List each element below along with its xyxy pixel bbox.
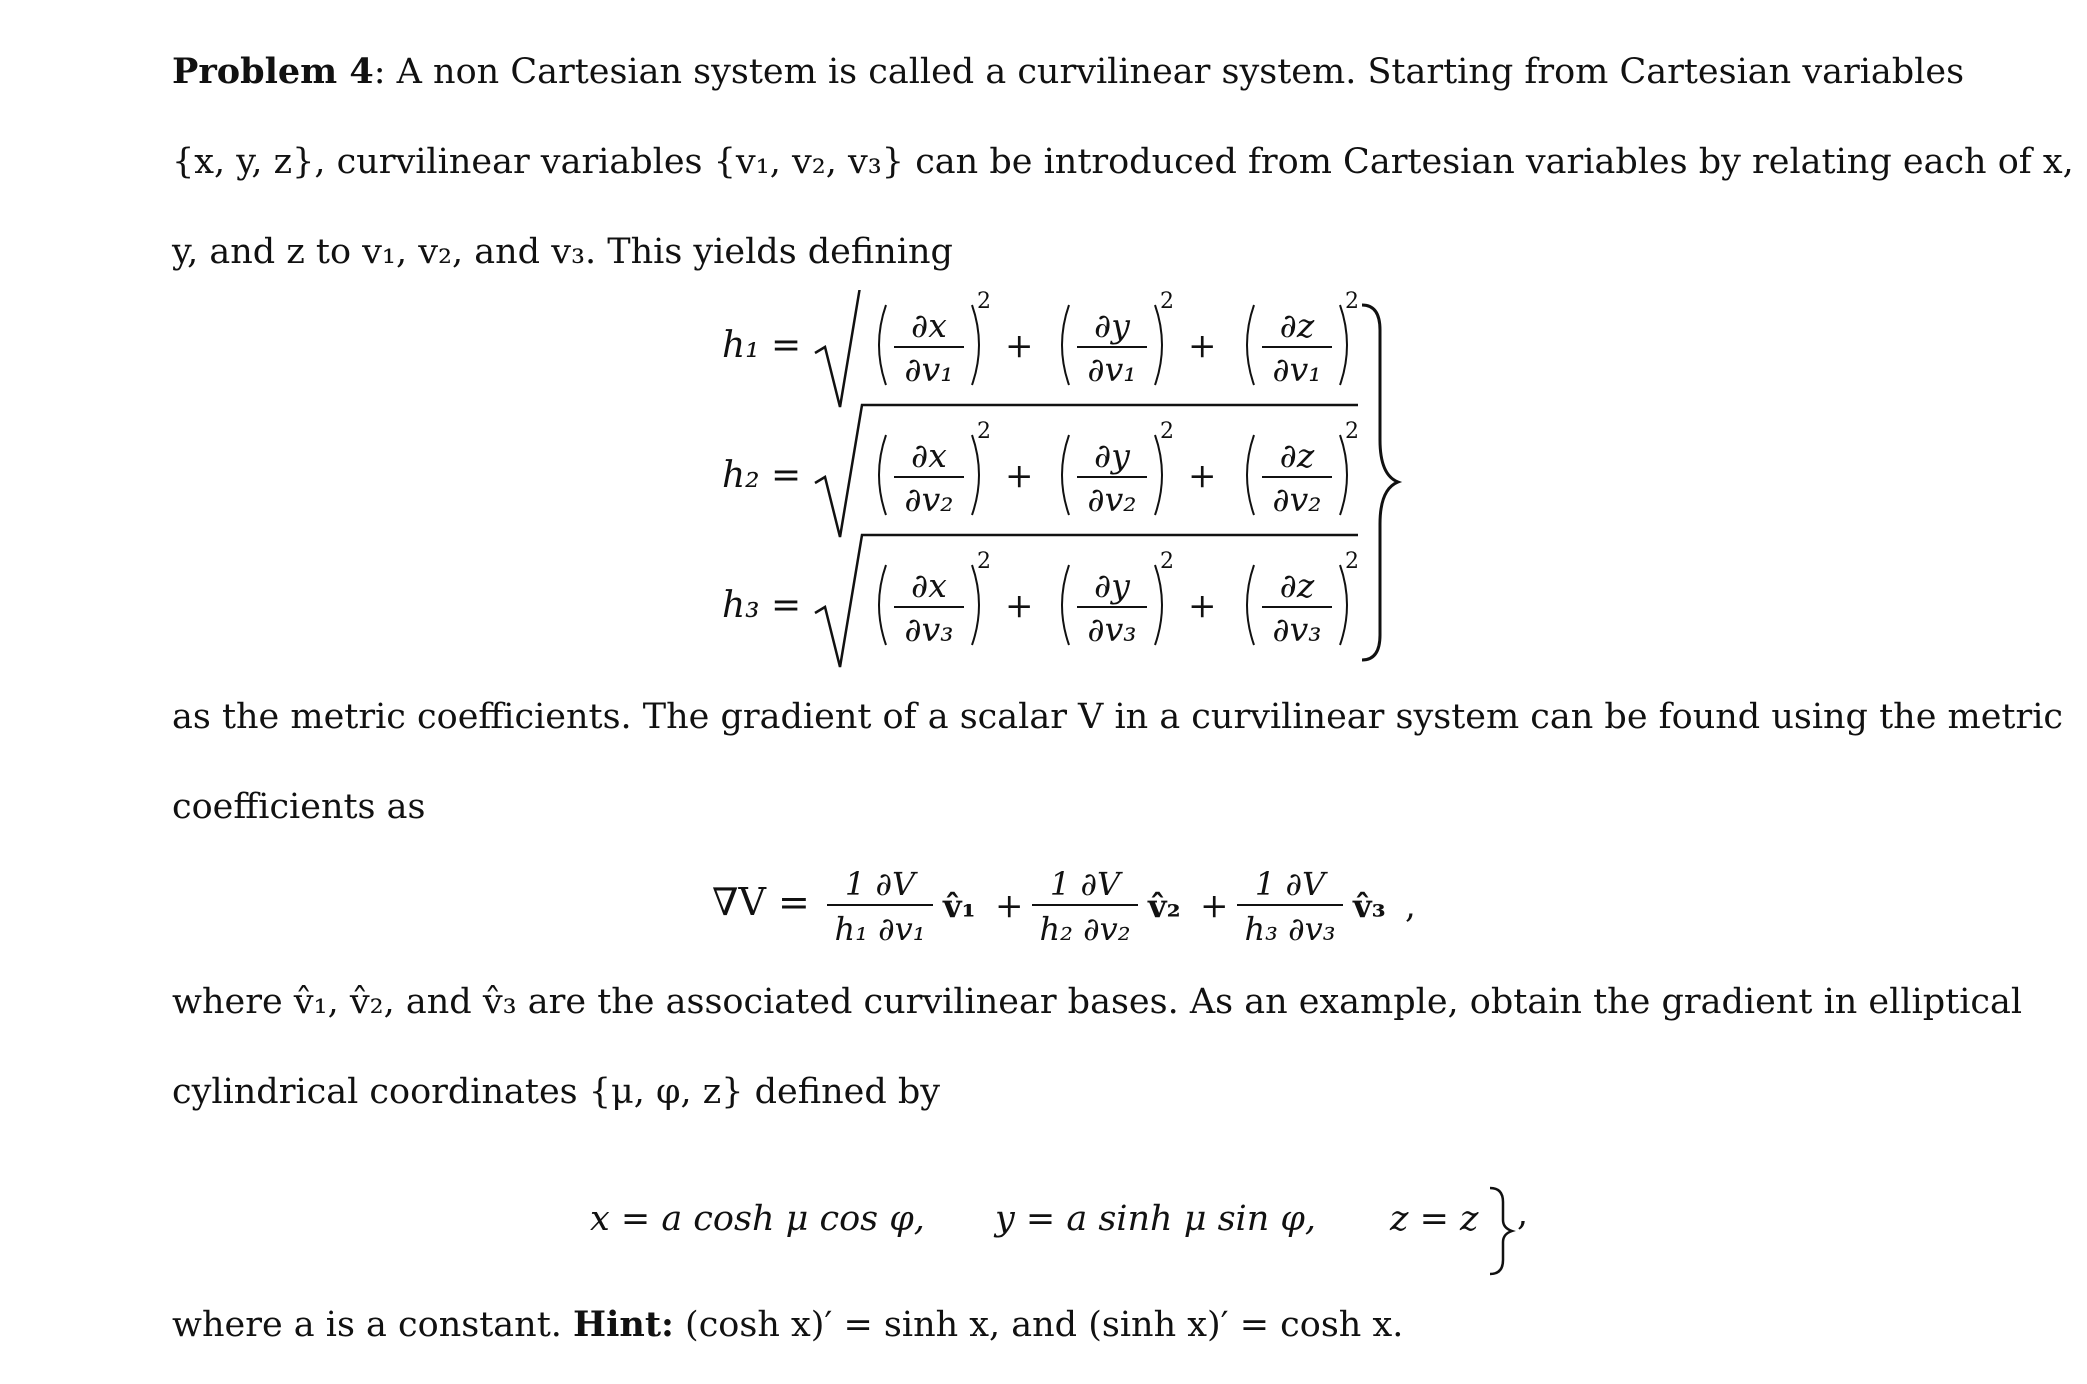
fraction-denominator-1-y: ∂v₁ [1087,350,1137,389]
plus-sign-1-1: + [1005,326,1034,366]
exponent-1-x: 2 [977,290,991,314]
gradient-denominator-1: h₁ ∂v₁ [834,910,926,948]
paragraph-line-8 [172,1303,1403,1347]
gradient-basis-3: v̂₃ [1353,887,1386,925]
paragraph-line-6: where v̂₁, v̂₂, and v̂₃ are the associated curvilinear bases. As an example, obtain the gradient in elliptical [172,982,2023,1022]
fraction-denominator-3-y: ∂v₃ [1087,610,1137,649]
plus-sign-2-1: + [1005,456,1034,496]
exponent-2-y: 2 [1160,419,1174,444]
fraction-numerator-3-y: ∂y [1094,566,1130,605]
exponent-1-z: 2 [1345,290,1359,314]
fraction-denominator-2-z: ∂v₂ [1272,480,1322,519]
fraction-denominator-1-x: ∂v₁ [904,350,954,389]
paragraph-text-8a: where a is a constant. [172,1305,574,1345]
paragraph-line-4: as the metric coefficients. The gradient of a scalar V in a curvilinear system can be found using the metric [172,697,2064,737]
paren-right-2-z [1340,435,1347,515]
paragraph-line-2: {x, y, z}, curvilinear variables {v₁, v₂, v₃} can be introduced from Cartesian variables by relating each of x, [172,142,2074,182]
exponent-3-x: 2 [977,549,991,574]
paragraph-line-3: y, and z to v₁, v₂, and v₃. This yields defining [172,232,953,272]
gradient-lhs: ∇V = [712,880,810,924]
paragraph-line-7: cylindrical coordinates {μ, φ, z} defined by [172,1072,941,1112]
fraction-denominator-3-x: ∂v₃ [904,610,954,649]
gradient-operator-1: + [995,886,1024,926]
plus-sign-2-2: + [1188,456,1217,496]
exponent-2-z: 2 [1345,419,1359,444]
fraction-numerator-2-z: ∂z [1279,436,1315,475]
gradient-denominator-2: h₂ ∂v₂ [1039,910,1131,948]
paren-left-1-z [1247,305,1254,385]
fraction-denominator-2-x: ∂v₂ [904,480,954,519]
gradient-basis-1: v̂₁ [943,887,976,925]
paren-right-3-z [1340,565,1347,645]
paren-left-1-x [879,305,886,385]
fraction-numerator-3-x: ∂x [911,566,947,605]
gradient-operator-2: + [1200,886,1229,926]
paren-right-1-z [1340,305,1347,385]
gradient-operator-3: , [1405,886,1416,926]
plus-sign-3-1: + [1005,586,1034,626]
transform-brace [1490,1188,1512,1274]
paragraph-text-1: : A non Cartesian system is called a curvilinear system. Starting from Cartesian variables [373,52,1965,92]
paragraph-line-5: coefficients as [172,787,426,827]
metric-coefficients-equation [0,290,2087,670]
transform-z: z = z [1390,1199,1479,1239]
paren-right-1-x [972,305,979,385]
gradient-numerator-3: 1 ∂V [1254,865,1326,903]
paren-left-2-z [1247,435,1254,515]
transform-x: x = a cosh μ cos φ, [590,1199,925,1239]
transform-y: y = a sinh μ sin φ, [995,1199,1317,1239]
fraction-numerator-1-x: ∂x [911,306,947,345]
metric-lhs-2: h₂ = [722,455,802,496]
gradient-denominator-3: h₃ ∂v₃ [1244,910,1336,948]
plus-sign-3-2: + [1188,586,1217,626]
fraction-denominator-3-z: ∂v₃ [1272,610,1322,649]
paren-left-2-x [879,435,886,515]
exponent-1-y: 2 [1160,290,1174,314]
fraction-numerator-2-x: ∂x [911,436,947,475]
paren-right-3-x [972,565,979,645]
transform-trailing-comma: , [1517,1194,1529,1234]
paren-left-3-z [1247,565,1254,645]
exponent-2-x: 2 [977,419,991,444]
fraction-denominator-2-y: ∂v₂ [1087,480,1137,519]
paren-left-3-x [879,565,886,645]
fraction-numerator-2-y: ∂y [1094,436,1130,475]
elliptic-transform-equation [0,1170,2087,1280]
fraction-numerator-3-z: ∂z [1279,566,1315,605]
paragraph-text-8b: (cosh x)′ = sinh x, and (sinh x)′ = cosh x. [673,1305,1404,1345]
plus-sign-1-2: + [1188,326,1217,366]
gradient-numerator-1: 1 ∂V [844,865,916,903]
gradient-equation [0,845,2087,955]
gradient-basis-2: v̂₂ [1148,887,1181,925]
paren-right-2-y [1155,435,1162,515]
exponent-3-z: 2 [1345,549,1359,574]
radical-sign-1 [815,290,1358,407]
fraction-numerator-1-z: ∂z [1279,306,1315,345]
paragraph-line-1 [172,50,1964,94]
exponent-3-y: 2 [1160,549,1174,574]
paren-right-1-y [1155,305,1162,385]
metric-lhs-3: h₃ = [722,585,802,626]
paren-right-3-y [1155,565,1162,645]
right-brace [1362,305,1398,660]
paren-left-1-y [1062,305,1069,385]
hint-label: Hint: [573,1304,674,1345]
fraction-numerator-1-y: ∂y [1094,306,1130,345]
problem-label: Problem 4 [172,51,374,92]
paren-left-2-y [1062,435,1069,515]
paren-left-3-y [1062,565,1069,645]
metric-lhs-1: h₁ = [722,325,802,366]
gradient-numerator-2: 1 ∂V [1049,865,1121,903]
fraction-denominator-1-z: ∂v₁ [1272,350,1322,389]
paren-right-2-x [972,435,979,515]
